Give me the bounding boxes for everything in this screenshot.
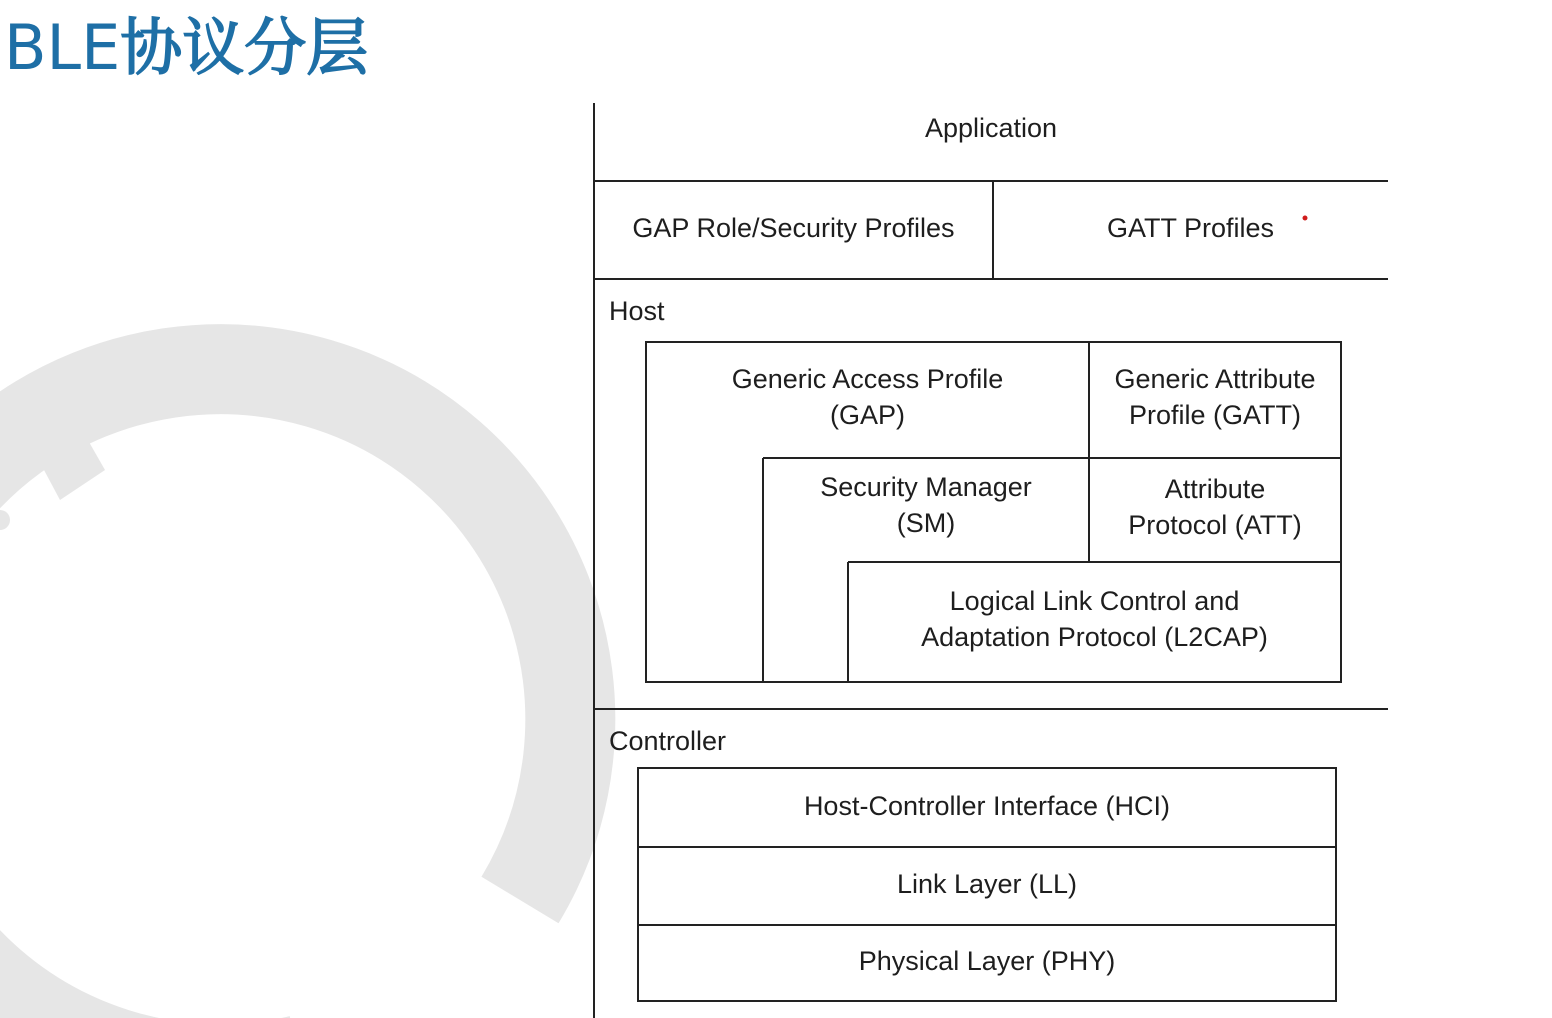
- l2cap-box: [848, 583, 1341, 655]
- gatt-line-1: Generic Attribute: [1114, 364, 1316, 394]
- att-line-1: Attribute: [1164, 474, 1266, 504]
- sm-box: [763, 469, 1089, 541]
- gap-line-2: (GAP): [829, 400, 905, 430]
- l2cap-line-1: Logical Link Control and: [949, 586, 1240, 616]
- hci-box: Host-Controller Interface (HCI): [803, 791, 1171, 821]
- att-line-2: Protocol (ATT): [1128, 510, 1302, 540]
- gap-profiles-label: GAP Role/Security Profiles: [632, 213, 955, 243]
- att-box: [1089, 471, 1341, 543]
- gatt-line-2: Profile (GATT): [1128, 400, 1301, 430]
- sm-line-1: Security Manager: [820, 472, 1032, 502]
- gap-line-1: Generic Access Profile: [731, 364, 1004, 394]
- slide-title-latin: BLE: [4, 11, 121, 84]
- controller-label: Controller: [609, 726, 727, 756]
- sm-line-2: (SM): [896, 508, 956, 538]
- gatt-profiles-label: GATT Profiles: [1106, 213, 1275, 243]
- host-label: Host: [609, 296, 665, 326]
- l2cap-line-2: Adaptation Protocol (L2CAP): [921, 622, 1268, 652]
- application-label: Application: [924, 113, 1058, 143]
- ll-box: Link Layer (LL): [896, 869, 1078, 899]
- phy-box: Physical Layer (PHY): [858, 946, 1116, 976]
- gap-box: [646, 361, 1089, 433]
- gatt-box: [1089, 361, 1341, 433]
- slide-title-cjk: 协议分层: [120, 11, 369, 84]
